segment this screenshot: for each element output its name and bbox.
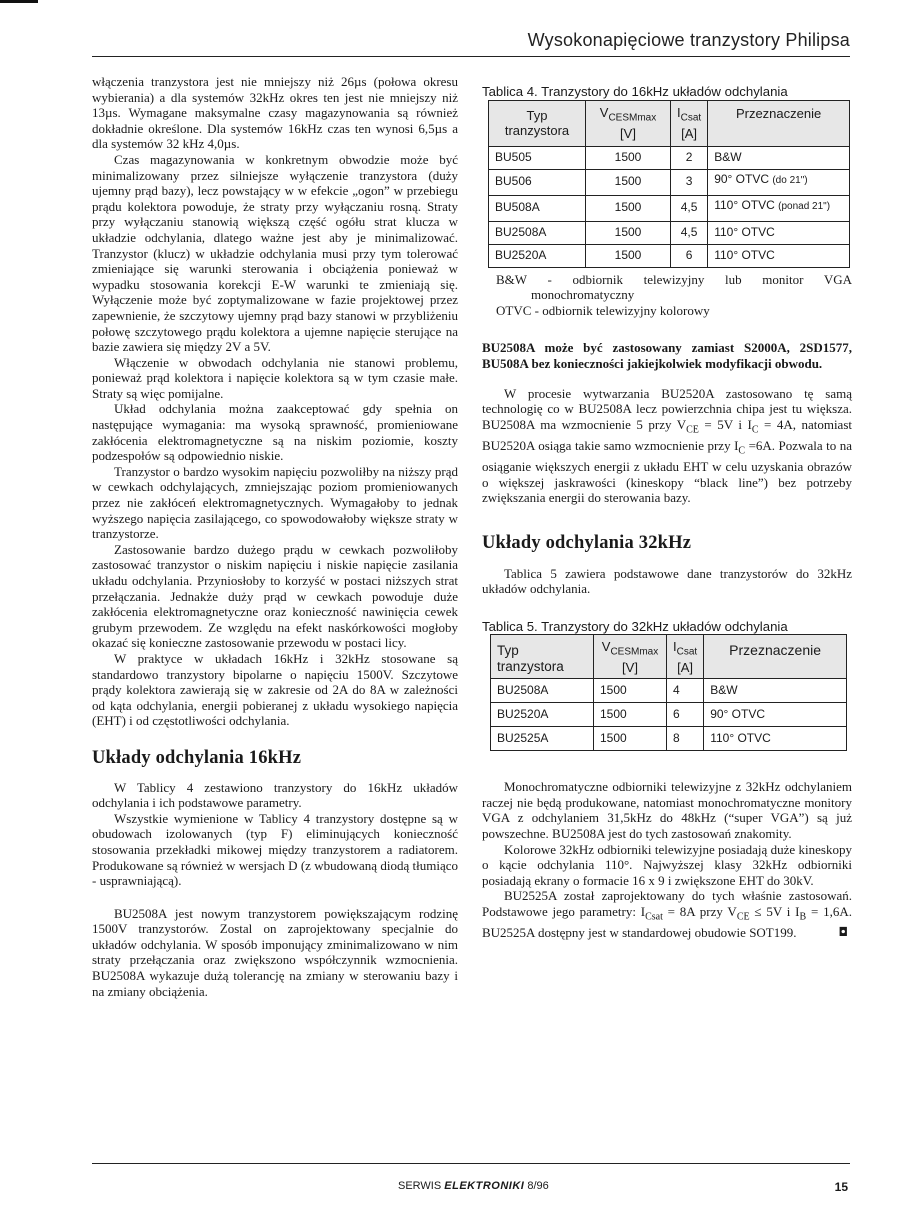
subscript-c: C xyxy=(738,445,746,457)
table4-header-i-main: I xyxy=(677,105,681,121)
table4-cell-purpose xyxy=(708,195,850,221)
right-p1-part-d: =6A. Pozwala to na osiąganie większych energii z układu EHT w celu uzyskania obrazów o większej jaskrawości (kineskopy “black line”) bez potrzeby zwiększania energii do sterowania bazy. xyxy=(482,437,852,506)
table5-cell-purpose: 110° OTVC xyxy=(704,727,847,751)
corner-crop-mark xyxy=(0,0,38,3)
table5-header-vcesm xyxy=(594,635,667,679)
table4-purpose-note: (do 21") xyxy=(772,174,808,186)
right-paragraph-2: Tablica 5 zawiera podstawowe dane tranzystorów do 32kHz układów odchylania. xyxy=(482,565,852,597)
section-heading-16khz: Układy odchylania 16kHz xyxy=(92,747,302,768)
table4-header-v-main: V xyxy=(599,105,609,121)
table-row xyxy=(489,146,850,169)
table5-cell-v: 1500 xyxy=(594,703,667,727)
footer-rule xyxy=(92,1163,850,1164)
table5-header-row xyxy=(491,635,847,679)
page-number: 15 xyxy=(834,1180,848,1194)
right-paragraph-5 xyxy=(482,888,852,940)
table4-header-row xyxy=(489,100,850,146)
left-paragraph-2: Czas magazynowania w konkretnym obwodzie może być minimalizowany przez silniejsze wyłączenie tranzystora (duży ujemny prąd bazy), lecz powstający w w efekcie „ogon” w przebiegu prądu kolektora powoduje, że straty przy wyłączaniu rosną. Straty przy wyłączaniu stanowią większą część ogółu strat klucza w układzie odchylania, dlatego ważne jest aby je minimalizować. Tranzystor (klucz) w układzie odchylania musi przy tym tolerować zmieniające się warunki sterowania i obciążenia ponieważ w wypadku stosowania korekcji E-W warunki te zmieniają się. Wyłączenie może być zoptymalizowane w fazie projektowej przez zapewnienie, że szczytowy ujemny prąd bazy stanowi w przybliżeniu połowę szczytowego prądu kolektora a ujemne napięcie sterujące na bazie zawiera się między 2V a 5V. xyxy=(92,151,458,355)
table4-header-purpose: Przeznaczenie xyxy=(708,100,850,146)
table4-purpose-main: 110° OTVC xyxy=(714,247,775,262)
table-row xyxy=(489,195,850,221)
subscript-b: B xyxy=(799,911,807,923)
table-row xyxy=(491,703,847,727)
table4-cell-purpose xyxy=(708,244,850,267)
table4-cell-type: BU506 xyxy=(489,169,586,195)
table-4 xyxy=(488,100,850,268)
magazine-name xyxy=(398,1180,549,1192)
header-rule xyxy=(92,56,850,57)
table4-cell-i: 3 xyxy=(671,169,708,195)
table4-cell-i: 4,5 xyxy=(671,221,708,244)
subscript-c: C xyxy=(751,424,759,436)
subscript-ce: CE xyxy=(686,424,699,436)
right-paragraph-1 xyxy=(482,386,852,506)
table5-caption: Tablica 5. Tranzystory do 32kHz układów odchylania xyxy=(482,618,788,634)
right-p5-part-d: = 1,6A. BU2525A dostępny jest w standardowej obudowie SOT199. xyxy=(482,904,852,941)
right-p5-part-a: BU2525A został zaprojektowany do tych właśnie zastosowań. Podstawowe jego parametry: I xyxy=(482,888,852,920)
table5-header-i-main: I xyxy=(673,638,677,654)
table4-cell-i: 4,5 xyxy=(671,195,708,221)
table-row xyxy=(489,169,850,195)
table4-cell-v: 1500 xyxy=(586,169,671,195)
table4-cell-purpose xyxy=(708,169,850,195)
issue-number: 8/96 xyxy=(524,1180,549,1192)
right-p1-part-c: = 4A, natomiast BU2520A osiąga takie samo wzmocnienie przy I xyxy=(482,416,852,453)
table4-cell-type: BU508A xyxy=(489,195,586,221)
table4-header-icsat xyxy=(671,100,708,146)
table5-cell-i: 8 xyxy=(667,727,704,751)
table5-cell-purpose: B&W xyxy=(704,679,847,703)
right-p1-part-a: W procesie wytwarzania BU2520A zastosowano tę samą technologię co w BU2508A lecz powierzchnia chipa jest tu większa. BU2508A ma wzmocnienie 5 przy V xyxy=(482,385,852,432)
right-p1-part-b: = 5V i I xyxy=(698,416,752,432)
left-paragraph-7: W praktyce w układach 16kHz i 32kHz stosowane są standardowo tranzystory bipolarne o napięciu 1500V. Szczytowe prądy kolektora zawierają się w zakresie od 2A do 8A w zależności od kąta odchylania, energii pobieranej z układu wysokiego napięcia (EHT) i od częstotliwości odchylania. xyxy=(92,650,458,729)
table4-caption: Tablica 4. Tranzystory do 16kHz układów odchylania xyxy=(482,84,788,99)
left-paragraph-5: Tranzystor o bardzo wysokim napięciu pozwoliłby na niższy prąd w cewkach odchylających, zmniejszając poziom promieniowanych przez nie zakłóceń elektromagnetycznych. Wymagałoby to jednak wyższego napięcia zasilającego, co spowodowałoby większe straty w tranzystorze. xyxy=(92,463,458,542)
table5-cell-i: 4 xyxy=(667,679,704,703)
table4-legend-bw: B&W - odbiornik telewizyjny lub monitor VGA monochromatyczny xyxy=(496,271,852,303)
left-paragraph-9: Wszystkie wymienione w Tablicy 4 tranzystory dostępne są w obudowach izolowanych (typ F) eliminujących konieczność stosowania przekładki mikowej między tranzystorem a radiatorem. Produkowane są również w wersjach D (z wbudowaną diodą tłumiąco - usprawniającą). xyxy=(92,810,458,889)
table4-header-i-sub: Csat xyxy=(680,112,702,124)
table4-purpose-main: 110° OTVC xyxy=(714,197,779,212)
table4-header-v-unit: [V] xyxy=(620,125,636,141)
left-paragraph-4: Układ odchylania można zaakceptować gdy spełnia on następujące wymagania: ma wysoką sprawność, promieniowane zakłócenia elektromagnetyczne są na niskim poziomie, koszty podzespołów są odpowiednio niskie. xyxy=(92,401,458,464)
table4-cell-i: 6 xyxy=(671,244,708,267)
left-paragraph-10: BU2508A jest nowym tranzystorem powiększającym rodzinę 1500V tranzystorów. Zostal on zaprojektowany specjalnie do układów odchylania. W sposób imponujący zminimalizowano w nim straty przełączania oraz zwiększono współczynnik wzmocnienia. BU2508A wykazuje dużą tolerancję na zmiany w sterowaniu bazy i na zmiany obciążenia. xyxy=(92,905,458,999)
table5-header-purpose: Przeznaczenie xyxy=(704,635,847,679)
left-paragraph-3: Włączenie w obwodach odchylania nie stanowi problemu, ponieważ prąd kolektora i napięcie kolektora są w tym czasie małe. Straty są więc pomijalne. xyxy=(92,354,458,401)
table4-cell-v: 1500 xyxy=(586,146,671,169)
table-5 xyxy=(490,634,847,751)
table5-header-v-unit: [V] xyxy=(622,659,638,675)
table4-cell-purpose xyxy=(708,221,850,244)
table-row xyxy=(489,244,850,267)
right-paragraph-4: Kolorowe 32kHz odbiorniki telewizyjne posiadają duże kineskopy o kącie odchylania 110°. Najwyższej klasy 32kHz odbiorniki posiadają ekrany o formacie 16 x 9 i zwiększone EHT do 30kV. xyxy=(482,841,852,888)
subscript-ce: CE xyxy=(736,911,750,923)
left-paragraph-6: Zastosowanie bardzo dużego prądu w cewkach pozwoliłoby zastosować tranzystor o niskim napięciu i niskie napięcie zasilania układu odchylania. Przyniosłoby to korzyść w postaci niższych strat przełączania. Jednakże duży prąd w cewkach powoduje duże zakłócenia elektromagnetyczne oraz konieczność nawinięcia cewek grubym przewodem. Ze względu na efekt naskórkowości mogłoby okazać się konieczne zastosowanie przewodu w postaci licy. xyxy=(92,541,458,651)
table5-header-v-main: V xyxy=(601,638,611,654)
table4-cell-v: 1500 xyxy=(586,195,671,221)
table5-cell-type: BU2508A xyxy=(491,679,594,703)
table5-header-i-unit: [A] xyxy=(677,659,694,675)
table4-cell-type: BU505 xyxy=(489,146,586,169)
table5-header-v-sub: CESMmax xyxy=(610,646,659,658)
table5-cell-type: BU2520A xyxy=(491,703,594,727)
table4-header-type-line2: tranzystora xyxy=(504,123,570,139)
table4-legend-otvc: OTVC - odbiornik telewizyjny kolorowy xyxy=(496,302,710,318)
left-column xyxy=(92,74,458,999)
table4-purpose-note: (ponad 21") xyxy=(778,200,831,212)
table4-purpose-main: 90° OTVC xyxy=(714,171,773,186)
table4-header-vcesm xyxy=(586,100,671,146)
magazine-prefix: SERWIS xyxy=(398,1180,445,1192)
table5-cell-type: BU2525A xyxy=(491,727,594,751)
table4-cell-type: BU2520A xyxy=(489,244,586,267)
end-of-article-icon: ◘ xyxy=(838,925,848,940)
table4-cell-v: 1500 xyxy=(586,244,671,267)
left-paragraph-8: W Tablicy 4 zestawiono tranzystory do 16kHz układów odchylania i ich podstawowe parametry. xyxy=(92,779,458,811)
table4-header-type-line1: Typ xyxy=(526,108,548,124)
magazine-title: ELEKTRONIKI xyxy=(444,1180,525,1192)
table4-legend xyxy=(496,272,852,319)
table5-cell-v: 1500 xyxy=(594,679,667,703)
right-p5-part-c: ≤ 5V i I xyxy=(749,904,800,920)
table4-cell-v: 1500 xyxy=(586,221,671,244)
table5-header-icsat xyxy=(667,635,704,679)
compatibility-note: BU2508A może być zastosowany zamiast S2000A, 2SD1577, BU508A bez konieczności jakiejkolwiek modyfikacji obwodu. xyxy=(482,340,852,371)
table5-cell-purpose: 90° OTVC xyxy=(704,703,847,727)
table-row xyxy=(491,679,847,703)
table5-cell-v: 1500 xyxy=(594,727,667,751)
subscript-csat: Csat xyxy=(645,911,663,923)
table4-purpose-main: 110° OTVC xyxy=(714,224,775,239)
table4-header-i-unit: [A] xyxy=(681,125,698,141)
table5-header-type: Typ tranzystora xyxy=(491,635,594,679)
table5-cell-i: 6 xyxy=(667,703,704,727)
table4-header-type xyxy=(489,100,586,146)
table-row xyxy=(491,727,847,751)
running-header-title: Wysokonapięciowe tranzystory Philipsa xyxy=(527,30,850,50)
right-column xyxy=(482,84,852,941)
table5-header-i-sub: Csat xyxy=(676,646,698,658)
table4-cell-type: BU2508A xyxy=(489,221,586,244)
table4-cell-i: 2 xyxy=(671,146,708,169)
left-paragraph-1: włączenia tranzystora jest nie mniejszy niż 26µs (połowa okresu wybierania) a dla systemów 32kHz okres ten jest nie mniejszy niż 13µs. Wymagane maksymalne czasy magazynowania są również dokładnie określone. Dla systemów 16kHz czas ten wynosi 6,5µs a dla systemów 32 kHz 4,0µs. xyxy=(92,74,458,152)
table4-purpose-main: B&W xyxy=(714,149,742,164)
table4-header-v-sub: CESMmax xyxy=(608,112,657,124)
table4-cell-purpose xyxy=(708,146,850,169)
table-row xyxy=(489,221,850,244)
section-heading-32khz: Układy odchylania 32kHz xyxy=(482,532,692,553)
right-paragraph-3: Monochromatyczne odbiorniki telewizyjne z 32kHz odchylaniem raczej nie będą produkowane, natomiast monochromatyczne monitory VGA z odchylaniem 31,5kHz do 48kHz (“super VGA”) są już powszechne. BU2508A jest do tych zastosowań znakomity. xyxy=(482,779,852,842)
right-p5-part-b: = 8A przy V xyxy=(662,904,737,920)
